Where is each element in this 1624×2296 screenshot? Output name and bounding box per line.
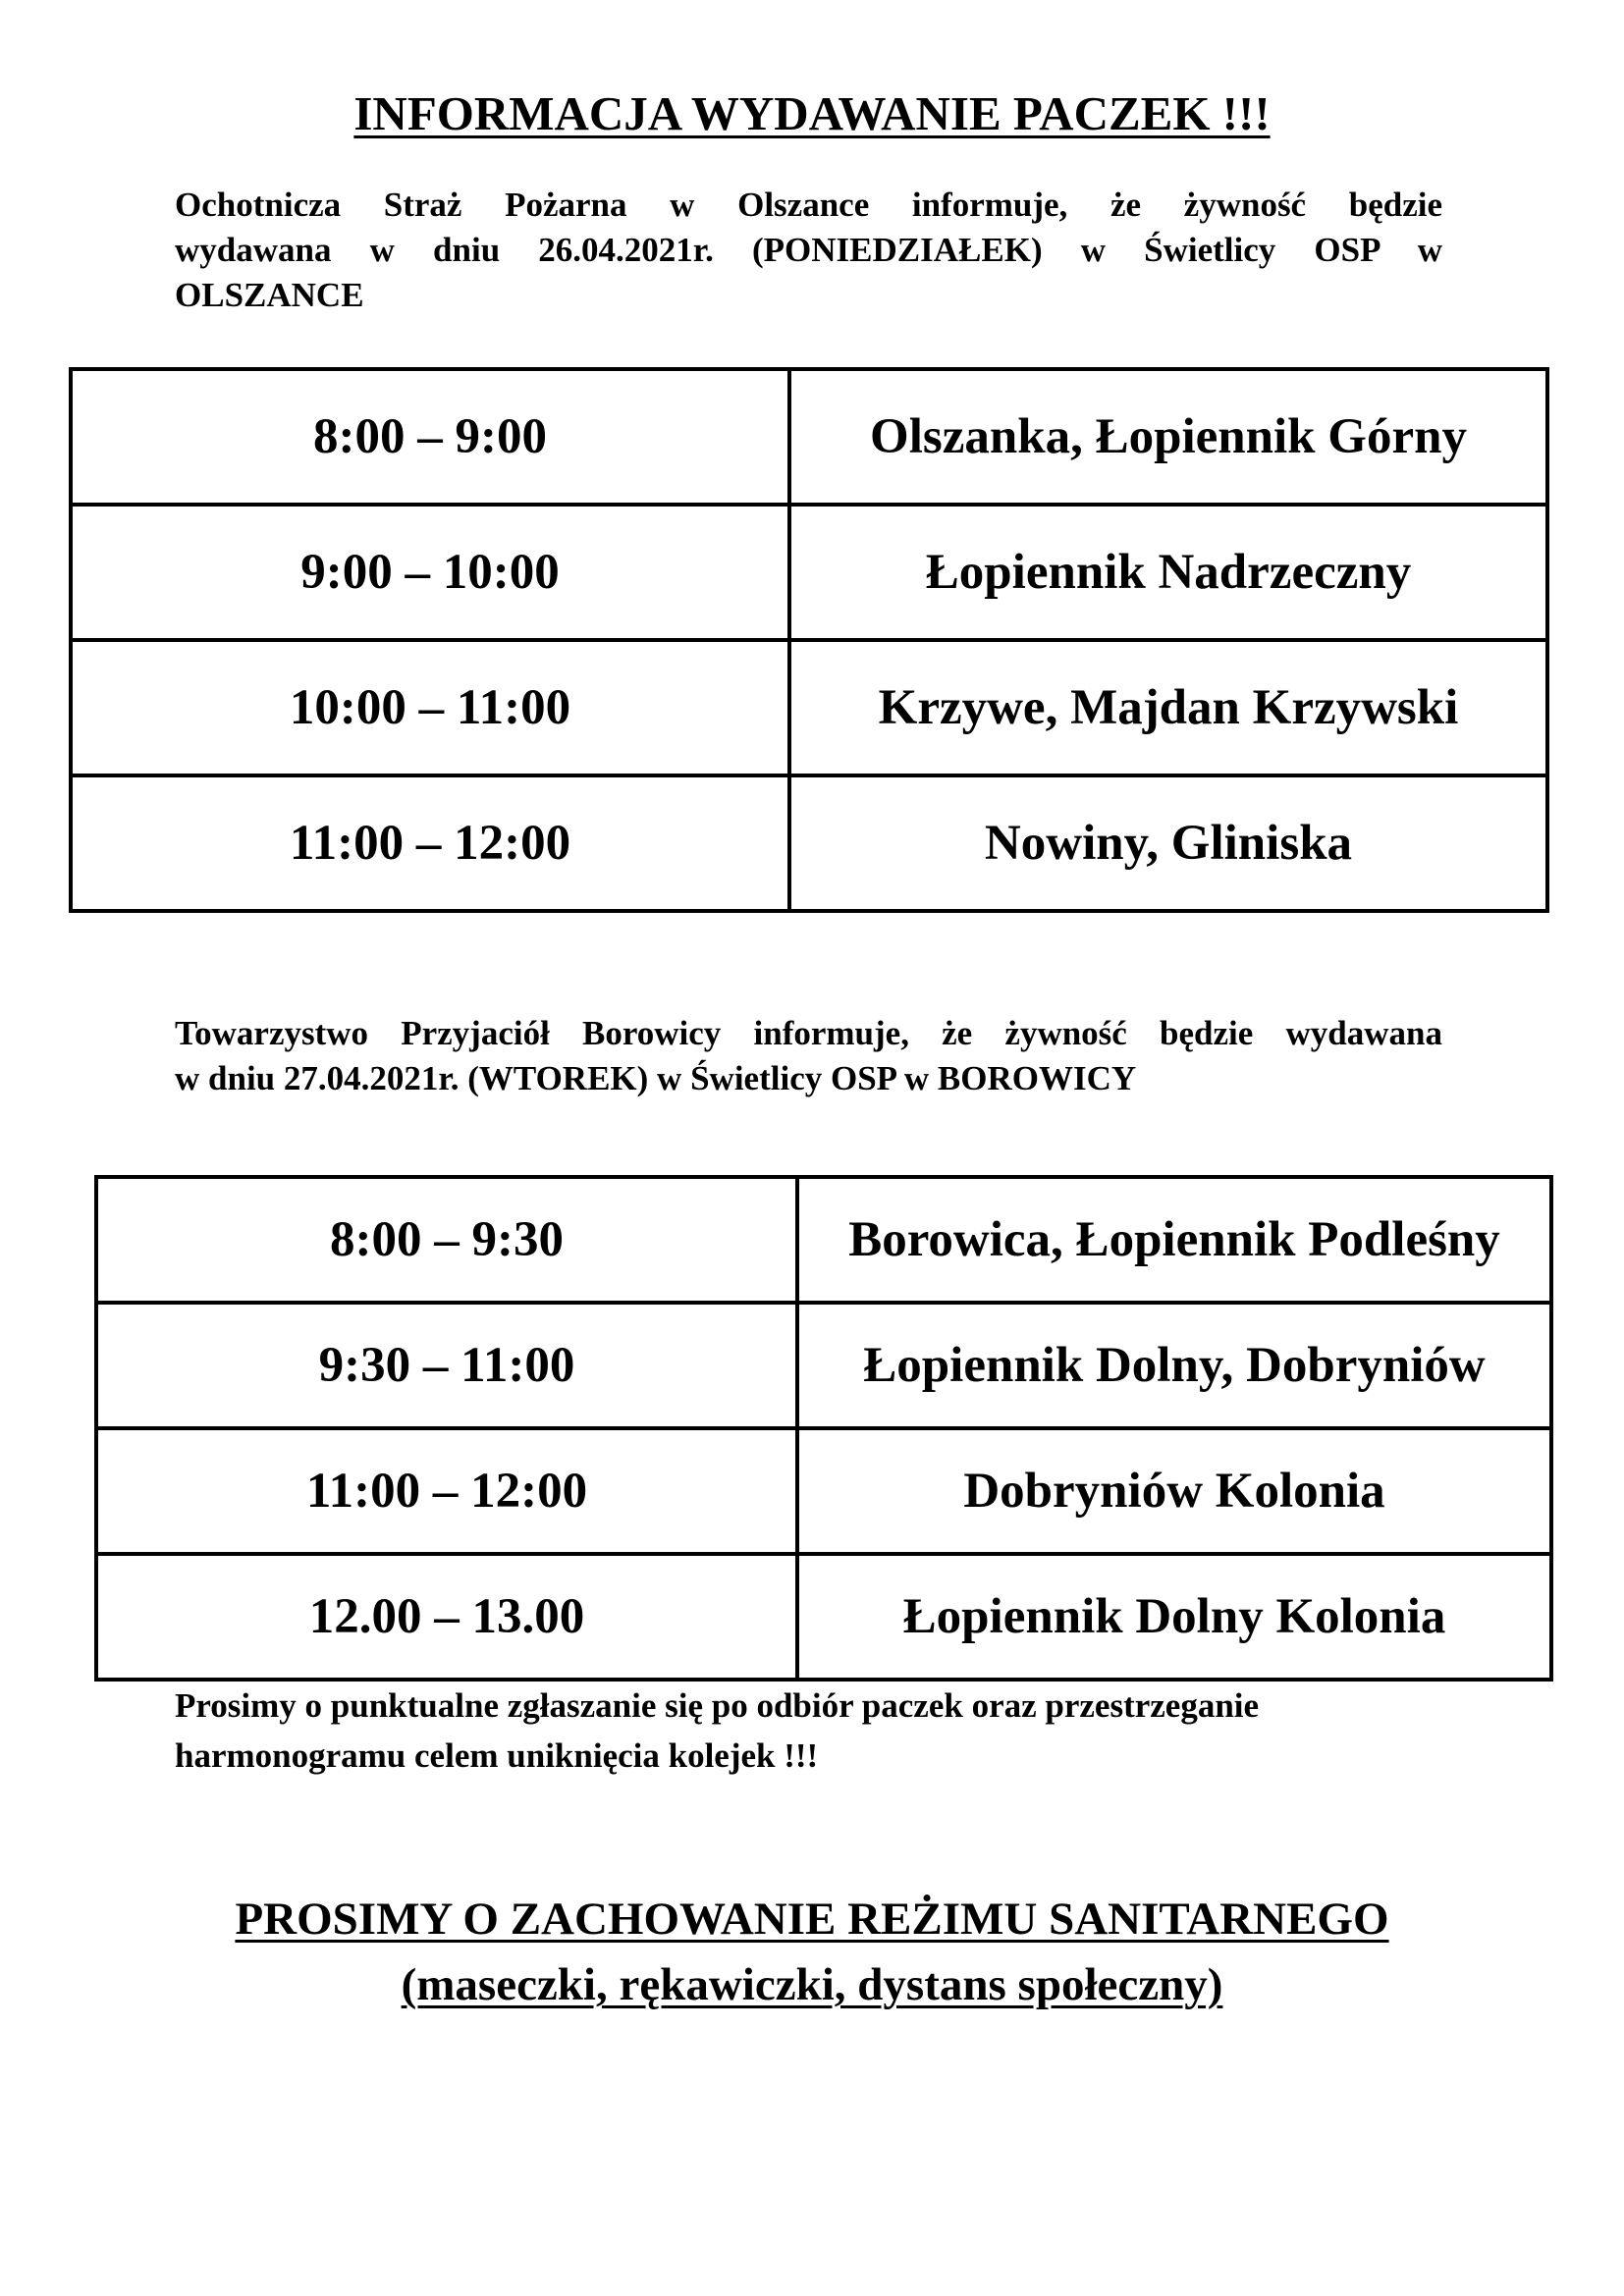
table-row bbox=[71, 640, 1547, 775]
table-row bbox=[96, 1177, 1551, 1303]
table-row bbox=[71, 775, 1547, 911]
places-cell: Nowiny, Gliniska bbox=[789, 775, 1547, 911]
time-cell: 8:00 – 9:00 bbox=[71, 369, 789, 505]
schedule-table-borowica bbox=[94, 1175, 1553, 1682]
section2-intro-line: Towarzystwo Przyjaciół Borowicy informuje, że żywność będzie wydawana bbox=[175, 1014, 1442, 1052]
time-cell: 9:00 – 10:00 bbox=[71, 505, 789, 640]
sanitary-subheading: (maseczki, rękawiczki, dystans społeczny) bbox=[401, 1959, 1223, 2010]
table-row bbox=[96, 1554, 1551, 1680]
time-cell: 9:30 – 11:00 bbox=[96, 1303, 797, 1428]
document-title: INFORMACJA WYDAWANIE PACZEK !!! bbox=[353, 86, 1271, 140]
table-row bbox=[71, 505, 1547, 640]
places-cell: Łopiennik Nadrzeczny bbox=[789, 505, 1547, 640]
time-cell: 10:00 – 11:00 bbox=[71, 640, 789, 775]
time-cell: 11:00 – 12:00 bbox=[96, 1428, 797, 1554]
places-cell: Borowica, Łopiennik Podleśny bbox=[797, 1177, 1551, 1303]
schedule-table-olszanka bbox=[69, 367, 1549, 913]
time-cell: 11:00 – 12:00 bbox=[71, 775, 789, 911]
table-row bbox=[96, 1303, 1551, 1428]
note-line: Prosimy o punktualne zgłaszanie się po odbiór paczek oraz przestrzeganie bbox=[175, 1686, 1260, 1725]
punctuality-note bbox=[175, 1681, 1451, 1781]
section1-intro-line: Ochotnicza Straż Pożarna w Olszance informuje, że żywność będzie bbox=[175, 186, 1442, 224]
places-cell: Łopiennik Dolny, Dobryniów bbox=[797, 1303, 1551, 1428]
places-cell: Łopiennik Dolny Kolonia bbox=[797, 1554, 1551, 1680]
table-row bbox=[96, 1428, 1551, 1554]
places-cell: Krzywe, Majdan Krzywski bbox=[789, 640, 1547, 775]
sanitary-heading: PROSIMY O ZACHOWANIE REŻIMU SANITARNEGO bbox=[235, 1894, 1389, 1945]
time-cell: 8:00 – 9:30 bbox=[96, 1177, 797, 1303]
section1-intro bbox=[175, 183, 1442, 318]
places-cell: Dobryniów Kolonia bbox=[797, 1428, 1551, 1554]
section1-intro-line: wydawana w dniu 26.04.2021r. (PONIEDZIAŁEK) w Świetlicy OSP w bbox=[175, 231, 1442, 269]
table-row bbox=[71, 369, 1547, 505]
time-cell: 12.00 – 13.00 bbox=[96, 1554, 797, 1680]
section2-intro bbox=[175, 1011, 1442, 1101]
section1-intro-line: OLSZANCE bbox=[175, 276, 364, 314]
note-line: harmonogramu celem uniknięcia kolejek !!! bbox=[175, 1736, 819, 1775]
places-cell: Olszanka, Łopiennik Górny bbox=[789, 369, 1547, 505]
section2-intro-line: w dniu 27.04.2021r. (WTOREK) w Świetlicy OSP w BOROWICY bbox=[175, 1059, 1137, 1097]
